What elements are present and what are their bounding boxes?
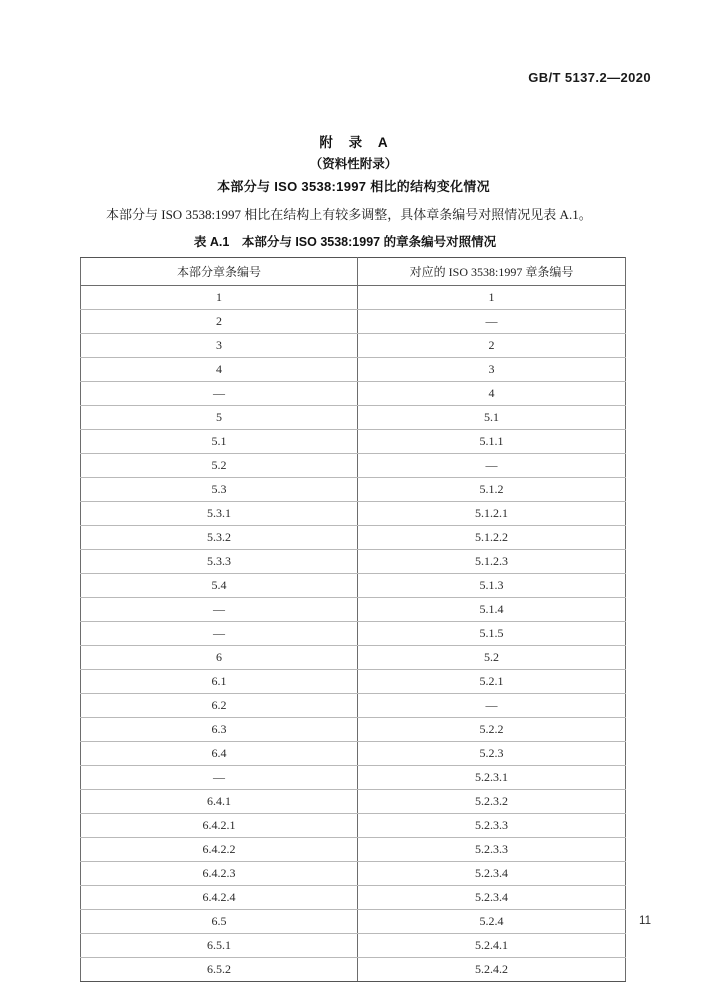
cell-iso-clause: — xyxy=(358,454,626,478)
cell-iso-clause: 5.2 xyxy=(358,646,626,670)
table-row xyxy=(81,574,626,598)
table-header-row xyxy=(81,258,626,286)
cell-local-clause: 5.2 xyxy=(81,454,358,478)
cell-local-clause: 6.5.2 xyxy=(81,958,358,982)
cell-local-clause: 3 xyxy=(81,334,358,358)
cell-iso-clause: — xyxy=(358,694,626,718)
cell-local-clause: — xyxy=(81,622,358,646)
cell-local-clause: 6.5 xyxy=(81,910,358,934)
cell-local-clause: 1 xyxy=(81,286,358,310)
table-row xyxy=(81,670,626,694)
table-row xyxy=(81,790,626,814)
clause-mapping-table xyxy=(80,257,626,982)
cell-iso-clause: 5.1.2 xyxy=(358,478,626,502)
cell-local-clause: 2 xyxy=(81,310,358,334)
cell-iso-clause: 5.2.2 xyxy=(358,718,626,742)
column-header-local-clause: 本部分章条编号 xyxy=(81,258,358,286)
table-row xyxy=(81,406,626,430)
table-row xyxy=(81,718,626,742)
cell-local-clause: 5.3.2 xyxy=(81,526,358,550)
cell-iso-clause: 5.2.4.2 xyxy=(358,958,626,982)
cell-local-clause: 6.4.2.2 xyxy=(81,838,358,862)
table-row xyxy=(81,334,626,358)
table-row xyxy=(81,958,626,982)
table-row xyxy=(81,814,626,838)
table-row xyxy=(81,622,626,646)
table-row xyxy=(81,286,626,310)
cell-local-clause: 6 xyxy=(81,646,358,670)
table-row xyxy=(81,910,626,934)
table-body xyxy=(81,286,626,982)
cell-iso-clause: 5.1 xyxy=(358,406,626,430)
column-header-iso-clause: 对应的 ISO 3538:1997 章条编号 xyxy=(358,258,626,286)
cell-local-clause: 4 xyxy=(81,358,358,382)
cell-iso-clause: 5.1.4 xyxy=(358,598,626,622)
cell-local-clause: 6.4 xyxy=(81,742,358,766)
annex-kind-label: （资料性附录） xyxy=(309,157,398,171)
cell-iso-clause: 5.2.3.3 xyxy=(358,838,626,862)
cell-iso-clause: 1 xyxy=(358,286,626,310)
cell-local-clause: 6.4.2.3 xyxy=(81,862,358,886)
cell-local-clause: — xyxy=(81,766,358,790)
cell-iso-clause: 5.1.3 xyxy=(358,574,626,598)
table-caption: 表 A.1 本部分与 ISO 3538:1997 的章条编号对照情况 xyxy=(193,235,497,249)
cell-iso-clause: 4 xyxy=(358,382,626,406)
cell-local-clause: 6.2 xyxy=(81,694,358,718)
table-row xyxy=(81,430,626,454)
annex-subject-heading: 本部分与 ISO 3538:1997 相比的结构变化情况 xyxy=(217,179,490,194)
cell-local-clause: — xyxy=(81,382,358,406)
table-row xyxy=(81,502,626,526)
running-header-standard-number: GB/T 5137.2—2020 xyxy=(528,70,651,85)
table-row xyxy=(81,526,626,550)
table-row xyxy=(81,838,626,862)
cell-local-clause: 6.4.1 xyxy=(81,790,358,814)
table-row xyxy=(81,646,626,670)
cell-local-clause: 6.4.2.4 xyxy=(81,886,358,910)
cell-iso-clause: 5.2.3.3 xyxy=(358,814,626,838)
table-row xyxy=(81,886,626,910)
cell-iso-clause: 5.1.2.3 xyxy=(358,550,626,574)
cell-local-clause: 6.3 xyxy=(81,718,358,742)
cell-iso-clause: 5.1.5 xyxy=(358,622,626,646)
cell-iso-clause: 5.2.1 xyxy=(358,670,626,694)
cell-iso-clause: — xyxy=(358,310,626,334)
cell-iso-clause: 5.2.3 xyxy=(358,742,626,766)
body-paragraph: 本部分与 ISO 3538:1997 相比在结构上有较多调整，具体章条编号对照情况见表 A.1。 xyxy=(106,207,592,222)
mapping-table-container xyxy=(80,257,625,982)
cell-iso-clause: 5.2.3.4 xyxy=(358,862,626,886)
table-row xyxy=(81,694,626,718)
cell-iso-clause: 5.2.4 xyxy=(358,910,626,934)
table-row xyxy=(81,550,626,574)
table-row xyxy=(81,862,626,886)
cell-local-clause: 5 xyxy=(81,406,358,430)
table-row xyxy=(81,478,626,502)
cell-iso-clause: 5.2.3.1 xyxy=(358,766,626,790)
page-number: 11 xyxy=(639,915,651,927)
cell-iso-clause: 2 xyxy=(358,334,626,358)
cell-local-clause: — xyxy=(81,598,358,622)
cell-local-clause: 5.3.1 xyxy=(81,502,358,526)
table-header xyxy=(81,258,626,286)
cell-local-clause: 6.1 xyxy=(81,670,358,694)
cell-iso-clause: 5.2.3.4 xyxy=(358,886,626,910)
cell-iso-clause: 3 xyxy=(358,358,626,382)
table-row xyxy=(81,598,626,622)
cell-iso-clause: 5.1.2.1 xyxy=(358,502,626,526)
cell-local-clause: 5.4 xyxy=(81,574,358,598)
annex-title: 附 录 A xyxy=(319,135,394,150)
table-row xyxy=(81,382,626,406)
cell-iso-clause: 5.1.2.2 xyxy=(358,526,626,550)
table-row xyxy=(81,934,626,958)
cell-local-clause: 5.1 xyxy=(81,430,358,454)
table-row xyxy=(81,742,626,766)
cell-local-clause: 6.4.2.1 xyxy=(81,814,358,838)
cell-local-clause: 6.5.1 xyxy=(81,934,358,958)
cell-iso-clause: 5.2.4.1 xyxy=(358,934,626,958)
cell-local-clause: 5.3.3 xyxy=(81,550,358,574)
cell-iso-clause: 5.2.3.2 xyxy=(358,790,626,814)
cell-iso-clause: 5.1.1 xyxy=(358,430,626,454)
cell-local-clause: 5.3 xyxy=(81,478,358,502)
table-row xyxy=(81,358,626,382)
table-row xyxy=(81,454,626,478)
table-row xyxy=(81,310,626,334)
table-row xyxy=(81,766,626,790)
